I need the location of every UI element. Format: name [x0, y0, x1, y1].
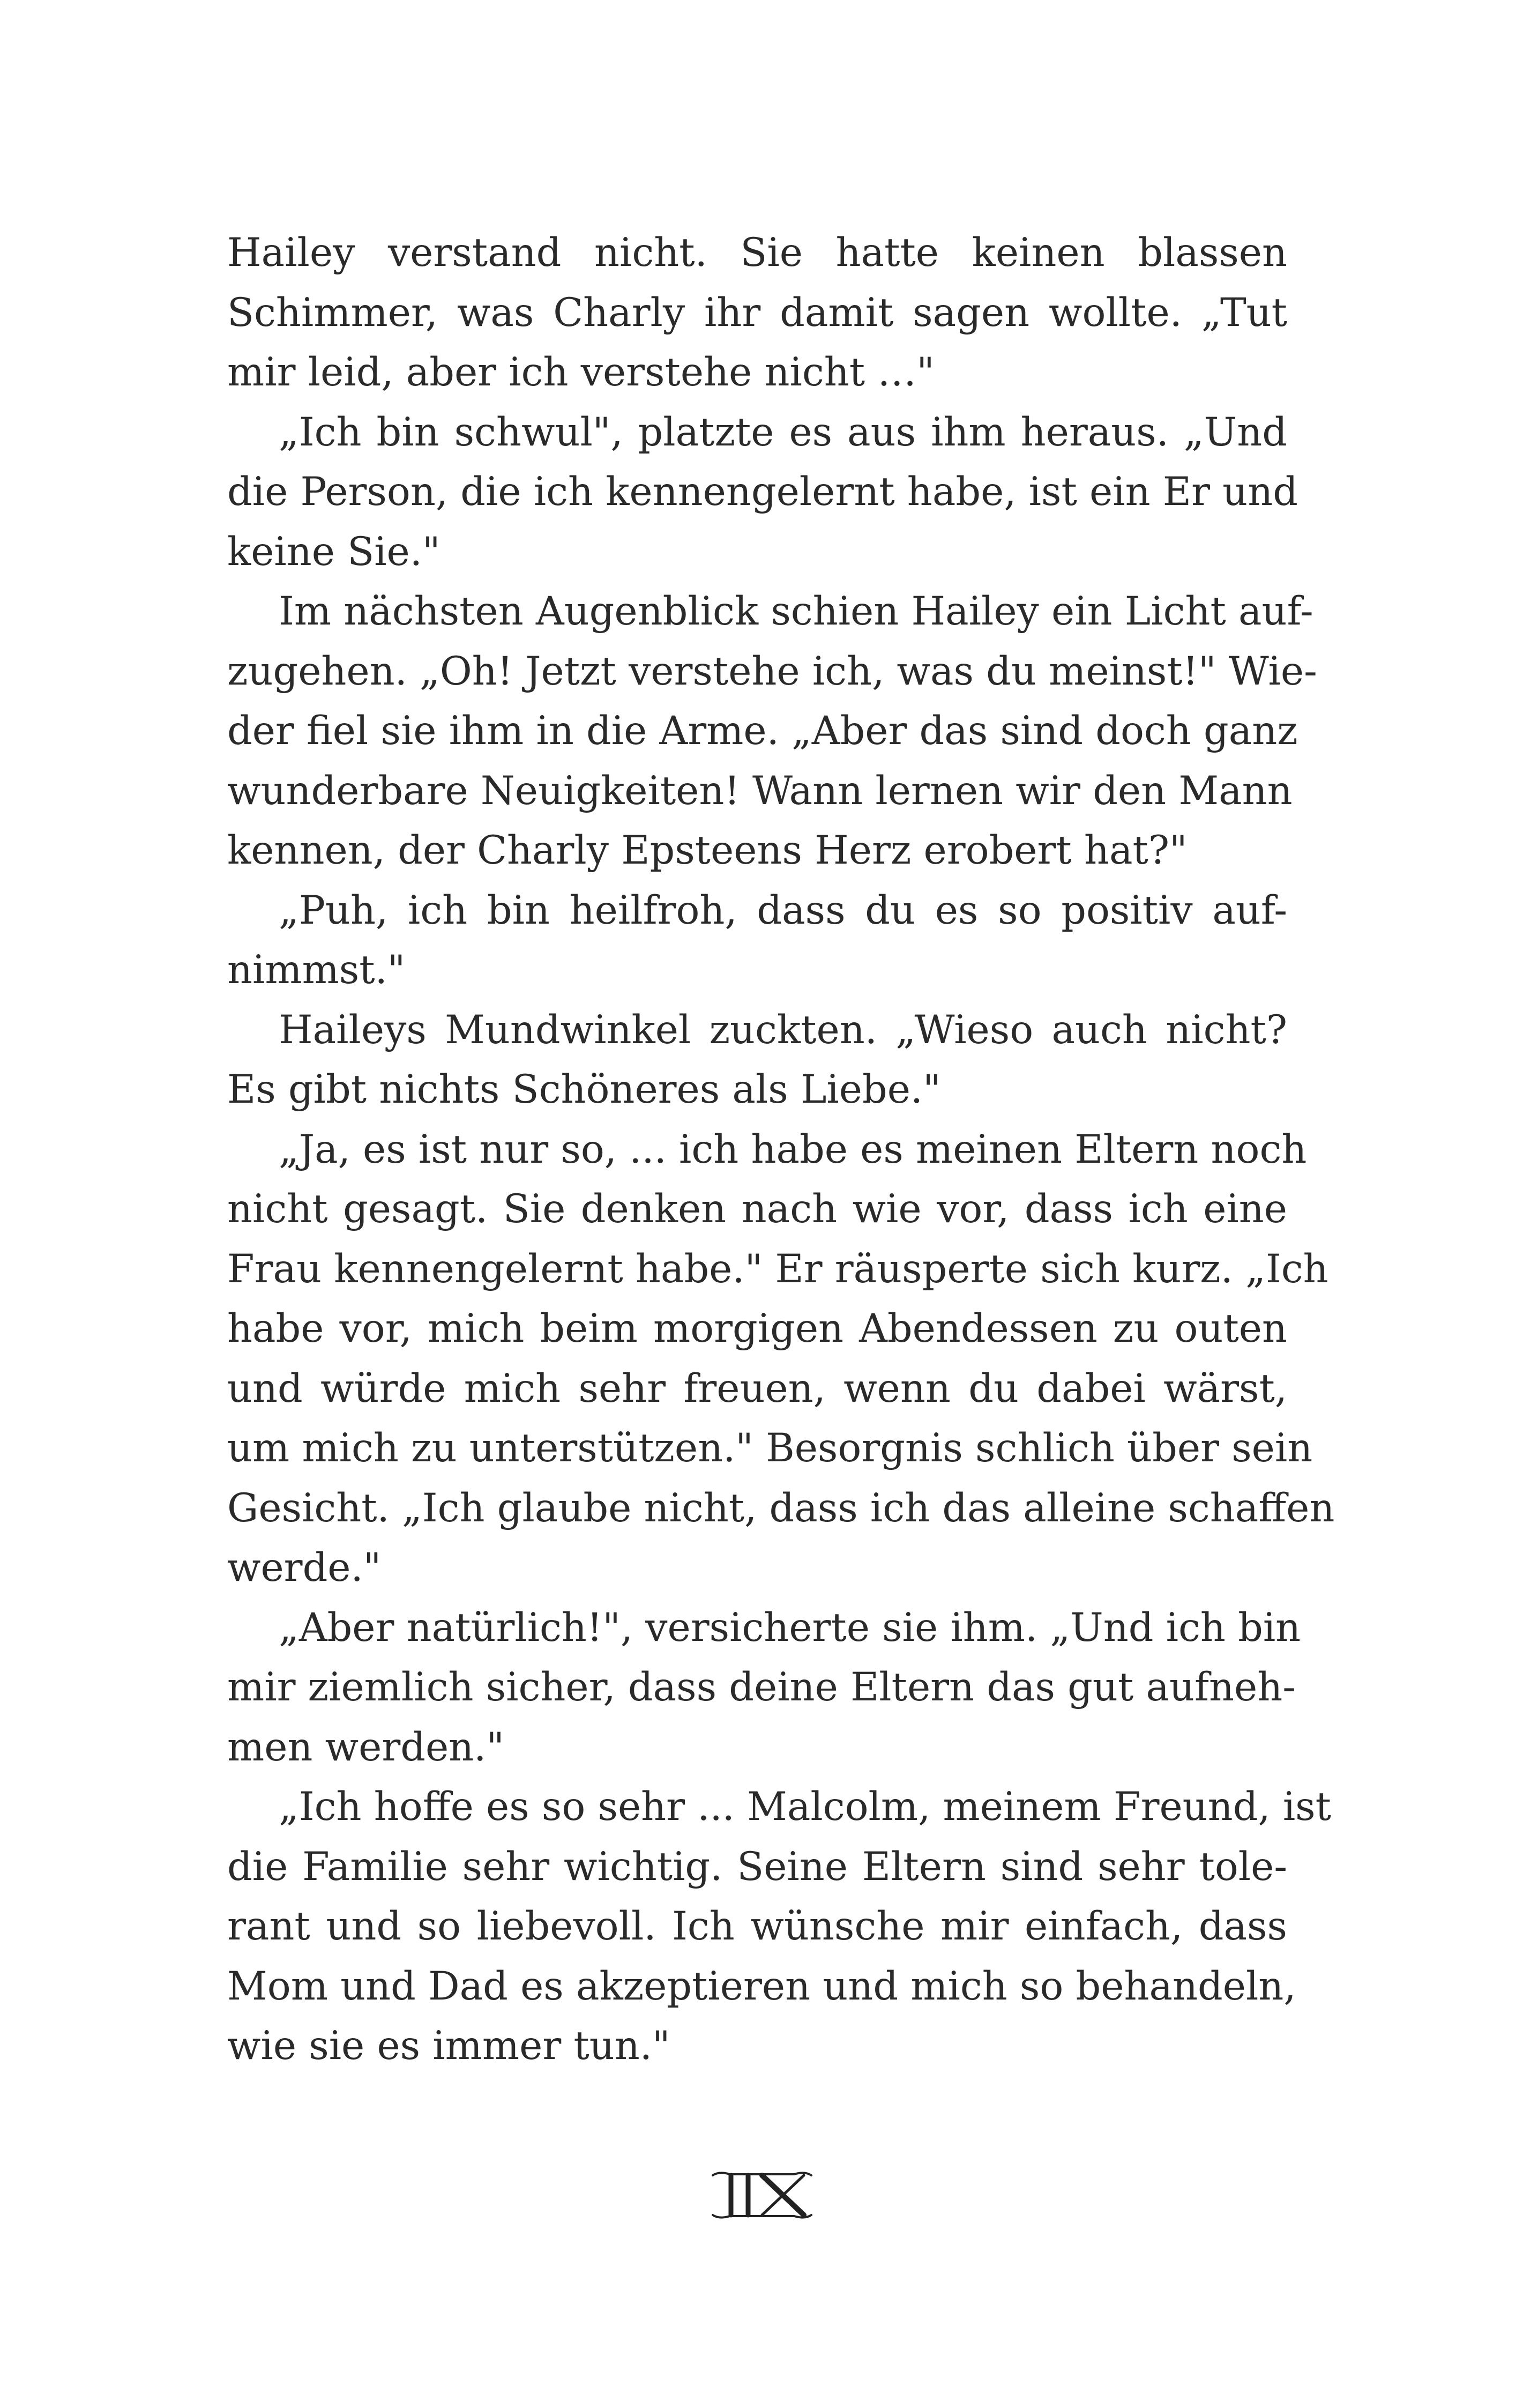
text-line: „Puh, ich bin heilfroh, dass du es so positiv auf- — [279, 887, 1287, 933]
page-number — [708, 2166, 816, 2225]
paragraph — [227, 403, 1298, 582]
text-line: „Ich bin schwul", platzte es aus ihm heraus. „Und — [279, 409, 1287, 455]
text-line: Frau kennengelernt habe." Er räusperte sich kurz. „Ich — [227, 1246, 1328, 1292]
text-line: rant und so liebevoll. Ich wünsche mir einfach, dass — [227, 1904, 1287, 1949]
text-line: werde." — [227, 1545, 382, 1591]
text-line: wunderbare Neuigkeiten! Wann lernen wir den Mann — [227, 768, 1293, 814]
text-line: Haileys Mundwinkel zuckten. „Wieso auch nicht? — [279, 1007, 1287, 1053]
paragraph — [227, 1120, 1335, 1598]
page-number-ornament-icon — [708, 2166, 816, 2225]
text-line: nicht gesagt. Sie denken nach wie vor, dass ich eine — [227, 1186, 1287, 1232]
text-line: Es gibt nichts Schöneres als Liebe." — [227, 1067, 941, 1112]
text-line: mir ziemlich sicher, dass deine Eltern das gut aufneh- — [227, 1664, 1296, 1710]
text-line: „Ja, es ist nur so, ... ich habe es meinen Eltern noch — [279, 1126, 1307, 1172]
body-text — [227, 223, 1335, 2076]
text-line: mir leid, aber ich verstehe nicht …" — [227, 350, 935, 395]
paragraph — [227, 1000, 1287, 1120]
text-line: nimmst." — [227, 947, 406, 993]
text-line: men werden." — [227, 1724, 504, 1770]
text-line: „Aber natürlich!", versicherte sie ihm. „Und ich bin — [279, 1604, 1301, 1651]
text-line: und würde mich sehr freuen, wenn du dabei wärst, — [227, 1365, 1287, 1411]
text-line: Im nächsten Augenblick schien Hailey ein Licht auf- — [279, 589, 1313, 634]
text-line: die Familie sehr wichtig. Seine Eltern sind sehr tole- — [227, 1844, 1287, 1890]
text-line: wie sie es immer tun." — [227, 2023, 670, 2069]
paragraph — [227, 881, 1287, 1000]
paragraph — [227, 1777, 1331, 2076]
text-line: Mom und Dad es akzeptieren und mich so behandeln, — [227, 1963, 1296, 2009]
text-line: habe vor, mich beim morgigen Abendessen zu outen — [227, 1306, 1287, 1351]
text-line: zugehen. „Oh! Jetzt verstehe ich, was du meinst!" Wie- — [227, 648, 1317, 694]
text-line: kennen, der Charly Epsteens Herz erobert hat?" — [227, 828, 1188, 873]
text-line: Gesicht. „Ich glaube nicht, dass ich das alleine schaffen — [227, 1485, 1335, 1531]
text-line: um mich zu unterstützen." Besorgnis schlich über sein — [227, 1425, 1313, 1471]
paragraph — [227, 582, 1317, 881]
text-line: Schimmer, was Charly ihr damit sagen wollte. „Tut — [227, 289, 1287, 336]
paragraph — [227, 223, 1287, 403]
text-line: Hailey verstand nicht. Sie hatte keinen blassen — [227, 230, 1287, 276]
text-line: der fiel sie ihm in die Arme. „Aber das sind doch ganz — [227, 708, 1298, 754]
text-line: keine Sie." — [227, 529, 441, 575]
text-line: „Ich hoffe es so sehr ... Malcolm, meinem Freund, ist — [279, 1784, 1331, 1830]
text-line: die Person, die ich kennengelernt habe, ist ein Er und — [227, 469, 1298, 515]
paragraph — [227, 1598, 1301, 1778]
